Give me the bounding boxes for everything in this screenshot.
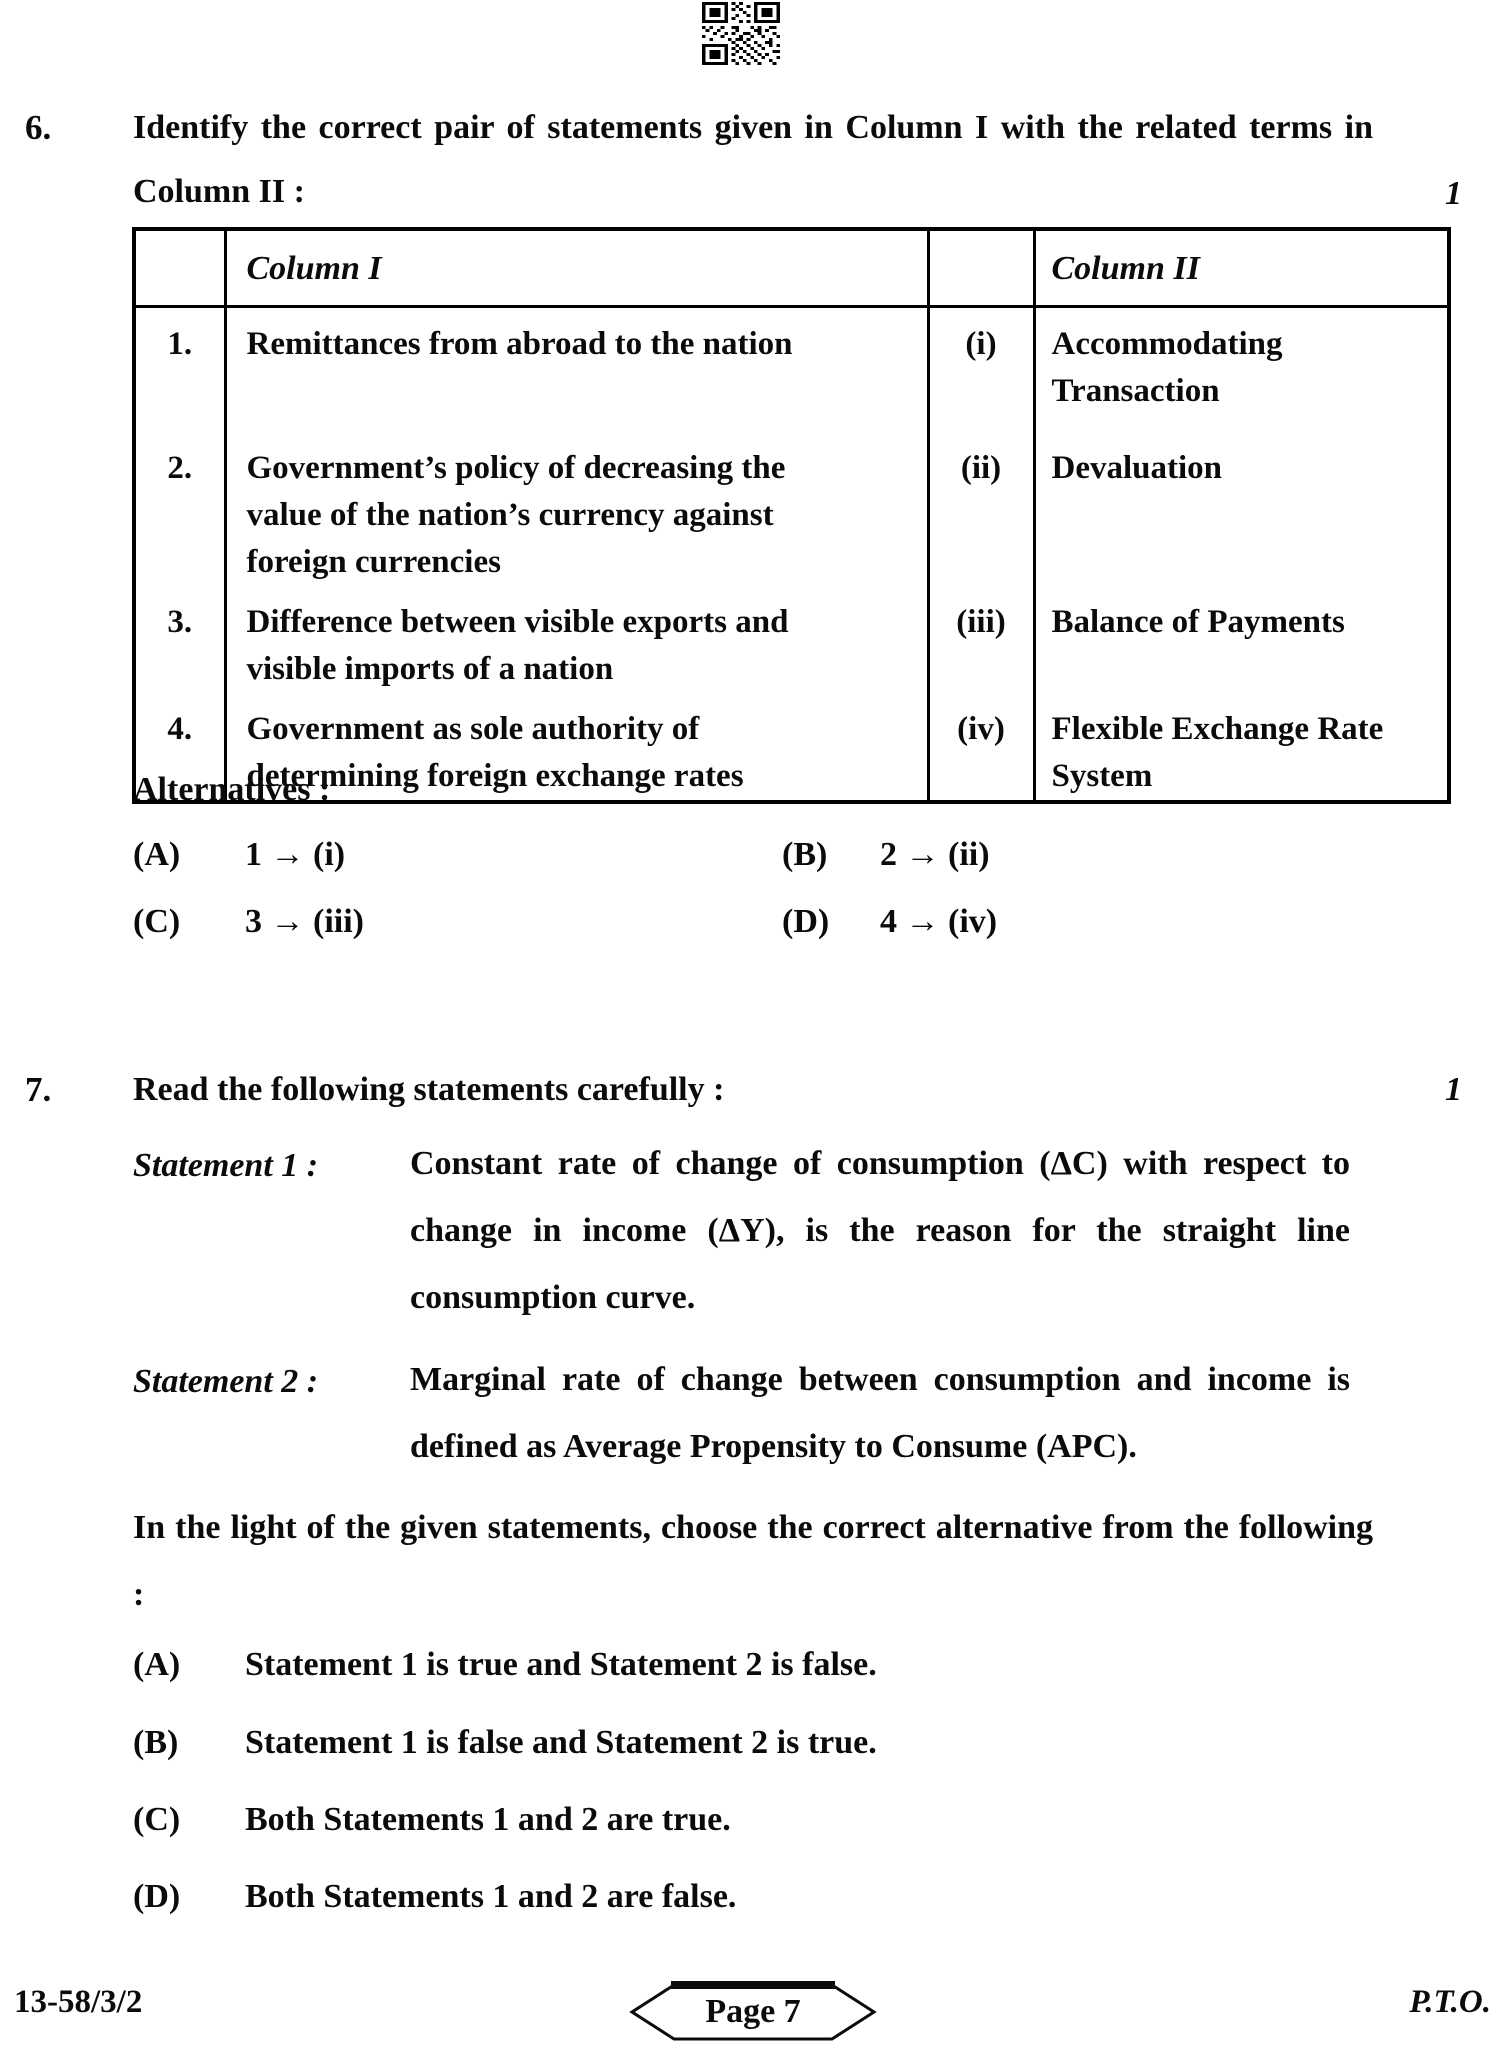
option-d-label: (D) [782, 903, 830, 940]
row-roman: (i) [928, 307, 1034, 433]
paper-code: 13-58/3/2 [14, 1984, 143, 2020]
statement-1-label: Statement 1 : [133, 1147, 319, 1184]
option-b-label: (B) [133, 1724, 179, 1761]
option-a-label: (A) [133, 1646, 181, 1683]
row-roman: (ii) [928, 432, 1034, 586]
question-6 [25, 96, 1470, 224]
row-term: Flexible Exchange Rate System [1034, 693, 1449, 802]
option-c-text: Both Statements 1 and 2 are true. [245, 1801, 731, 1838]
header-empty [134, 229, 225, 307]
table-row [134, 307, 1449, 433]
row-number: 2. [167, 450, 193, 486]
row-term: Devaluation [1034, 432, 1449, 586]
table-row [134, 586, 1449, 693]
option-a-label: (A) [133, 836, 181, 873]
table-row [134, 432, 1449, 586]
option-c-label: (C) [133, 903, 181, 940]
row-number: 4. [167, 711, 193, 747]
row-statement: Remittances from abroad to the nation [225, 307, 928, 433]
question-7-instruction: In the light of the given statements, choose the correct alternative from the following : [133, 1509, 1373, 1613]
qr-code-icon [702, 2, 780, 65]
option-row [133, 1723, 1373, 1768]
row-term: Balance of Payments [1034, 586, 1449, 693]
pto-label: P.T.O. [1409, 1984, 1491, 2020]
page-number-label: Page 7 [705, 1993, 801, 2030]
header-column-2: Column II [1034, 229, 1449, 307]
header-empty-roman [928, 229, 1034, 307]
option-d-value: 4 → (iv) [880, 903, 998, 940]
option-c-value: 3 → (iii) [245, 903, 364, 940]
question-6-options [133, 835, 1233, 975]
option-b-value: 2 → (ii) [880, 836, 990, 873]
table-row [134, 693, 1449, 802]
question-7 [25, 1058, 1470, 1122]
row-statement: Difference between visible exports and visible imports of a nation [225, 586, 928, 693]
option-row [133, 1645, 1373, 1690]
option-d-text: Both Statements 1 and 2 are false. [245, 1878, 737, 1915]
question-7-marks: 1 [1445, 1071, 1462, 1108]
table-header-row [134, 229, 1449, 307]
header-column-1: Column I [225, 229, 928, 307]
statement-2-text: Marginal rate of change between consumption and income is defined as Average Propensity to Consume (APC). [410, 1361, 1350, 1465]
option-a-value: 1 → (i) [245, 836, 346, 873]
option-row [133, 1877, 1373, 1922]
page-number-badge [628, 1980, 878, 2044]
row-roman: (iv) [928, 693, 1034, 802]
question-7-number: 7. [25, 1070, 52, 1109]
option-c-label: (C) [133, 1801, 181, 1838]
statement-1-text: Constant rate of change of consumption (ΔC) with respect to change in income (ΔY), is the reason for the straight line consumption curve. [410, 1145, 1350, 1316]
option-d-label: (D) [133, 1878, 181, 1915]
row-number: 1. [167, 326, 193, 362]
row-roman: (iii) [928, 586, 1034, 693]
row-number: 3. [167, 604, 193, 640]
question-6-number: 6. [25, 108, 52, 147]
row-statement: Government as sole authority of determining foreign exchange rates [225, 693, 928, 802]
question-6-marks: 1 [1445, 175, 1462, 212]
matching-table [132, 227, 1451, 804]
row-term: Accommodating Transaction [1034, 307, 1449, 433]
option-row [133, 1800, 1373, 1845]
question-6-text: Identify the correct pair of statements given in Column I with the related terms in Column II : [133, 109, 1373, 210]
option-b-text: Statement 1 is false and Statement 2 is true. [245, 1724, 877, 1761]
question-7-options [133, 1645, 1373, 1945]
question-7-text: Read the following statements carefully : [133, 1071, 725, 1108]
row-statement: Government’s policy of decreasing the value of the nation’s currency against foreign currencies [225, 432, 928, 586]
alternatives-label: Alternatives : [133, 771, 331, 808]
statement-2-label: Statement 2 : [133, 1363, 319, 1400]
option-a-text: Statement 1 is true and Statement 2 is false. [245, 1646, 877, 1683]
option-b-label: (B) [782, 836, 828, 873]
